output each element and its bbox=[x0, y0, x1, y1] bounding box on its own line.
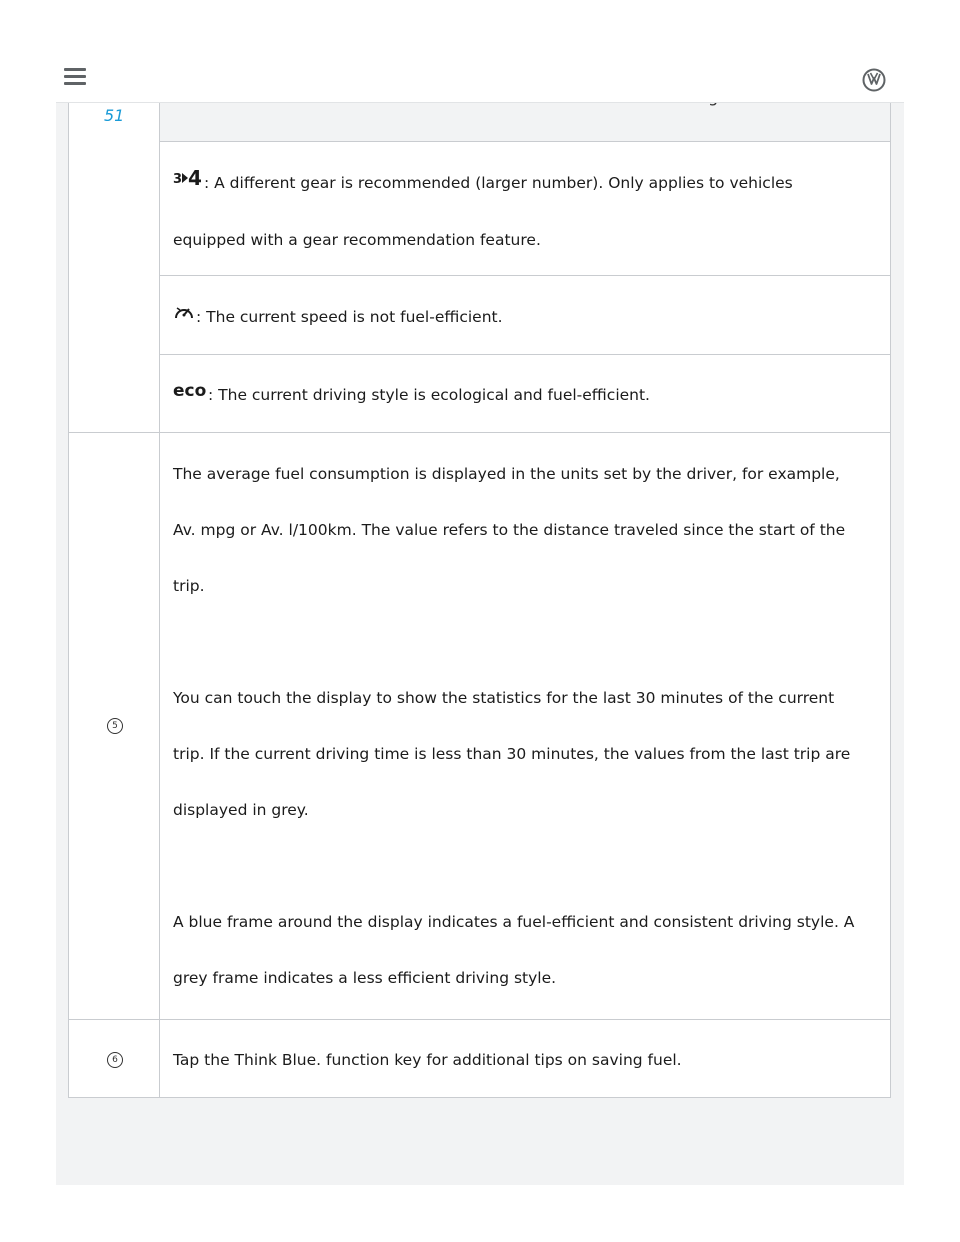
gear-line-2: equipped with a gear recommendation feature. bbox=[173, 230, 541, 249]
gear-recommendation-icon bbox=[173, 156, 203, 212]
table-row-item6 bbox=[173, 1032, 885, 1088]
speedometer-icon bbox=[173, 290, 195, 346]
row-divider bbox=[160, 354, 890, 355]
item5-p1-line3: trip. bbox=[173, 577, 205, 595]
table-row-gear bbox=[173, 155, 885, 268]
item5-p1-line1: The average fuel consumption is displayed in the units set by the driver, for example, bbox=[173, 465, 840, 483]
gear-line-1: : A different gear is recommended (larger number). Only applies to vehicles bbox=[204, 174, 793, 192]
row-divider bbox=[69, 1019, 890, 1020]
table-row-item5 bbox=[173, 446, 885, 1006]
item5-p3-line1: A blue frame around the display indicates a fuel-efficient and consistent driving style. A bbox=[173, 913, 855, 931]
row-divider bbox=[160, 141, 890, 142]
meaning-table bbox=[68, 62, 891, 1098]
hamburger-menu-icon[interactable] bbox=[64, 68, 86, 86]
header-fig-number[interactable]: 51 bbox=[104, 106, 125, 125]
table-row-eco bbox=[173, 367, 885, 424]
eco-symbol-text: eco bbox=[173, 380, 207, 401]
vw-logo-icon[interactable] bbox=[862, 68, 886, 92]
item5-p2-line1: You can touch the display to show the statistics for the last 30 minutes of the current bbox=[173, 689, 835, 707]
item6-line1: Tap the Think Blue. function key for additional tips on saving fuel. bbox=[173, 1051, 682, 1069]
item-5-number: 5 bbox=[107, 718, 123, 734]
column-divider bbox=[159, 63, 160, 1097]
item5-p1-line2: Av. mpg or Av. l/100km. The value refers to the distance traveled since the start of the bbox=[173, 521, 846, 539]
table-row-speed bbox=[173, 289, 885, 346]
eco-line-1: : The current driving style is ecological and fuel-efficient. bbox=[208, 386, 650, 404]
svg-text:3: 3 bbox=[173, 171, 183, 187]
item5-p3-line2: grey frame indicates a less efficient driving style. bbox=[173, 969, 557, 987]
row-divider bbox=[160, 275, 890, 276]
item5-p2-line2: trip. If the current driving time is less than 30 minutes, the values from the last trip are bbox=[173, 745, 851, 763]
eco-icon bbox=[173, 368, 207, 424]
svg-text:4: 4 bbox=[188, 166, 202, 189]
top-navigation-bar bbox=[56, 0, 904, 103]
row-divider bbox=[69, 432, 890, 433]
item5-p2-line3: displayed in grey. bbox=[173, 801, 309, 819]
item-6-number: 6 bbox=[107, 1052, 123, 1068]
speed-line-1: : The current speed is not fuel-efficient. bbox=[196, 308, 503, 326]
